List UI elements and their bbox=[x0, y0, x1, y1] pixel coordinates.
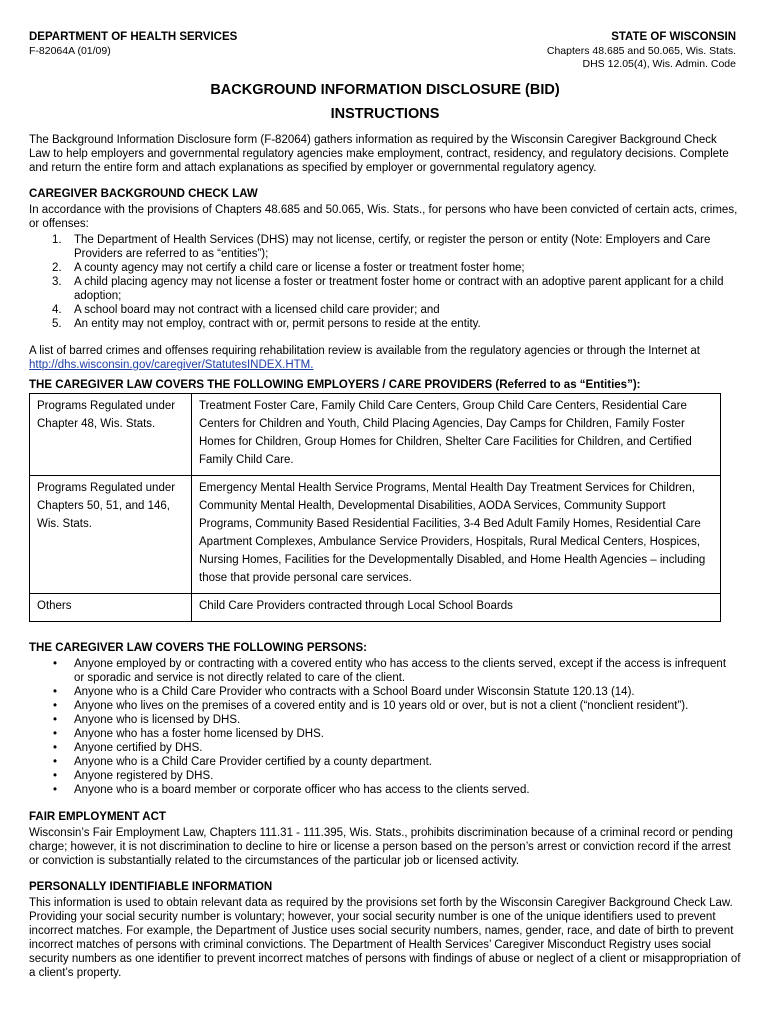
list-item: 3. A child placing agency may not license a foster or treatment foster home or contract with an adoptive parent applicant for a child adoption; bbox=[52, 276, 724, 302]
caregiver-law-lead: In accordance with the provisions of Chapters 48.685 and 50.065, Wis. Stats., for persons who have been convicted of certain acts, crimes, or offenses: bbox=[29, 204, 738, 230]
intro-paragraph: The Background Information Disclosure form (F-82064) gathers information as required by the Wisconsin Caregiver Background Check Law to help employers and governmental regulatory agencies make employment, contract, residency, and regulatory decisions. Complete and return the entire form and attach explanations as specified by employer or governmental regulatory agency. bbox=[29, 134, 729, 174]
table-row bbox=[30, 394, 721, 476]
fair-employment-heading: FAIR EMPLOYMENT ACT bbox=[29, 811, 166, 823]
list-item: 1. The Department of Health Services (DHS) may not license, certify, or register the person or entity (Note: Employers and Care Providers are referred to as “entities”); bbox=[52, 234, 711, 260]
barred-crimes-paragraph bbox=[29, 344, 741, 372]
entities-cell: Treatment Foster Care, Family Child Care Centers, Group Child Care Centers, Residential Care Centers for Children and Youth, Child Placing Agencies, Day Camps for Children, Family Foster Homes for Children, Group Homes for Children, Shelter Care Facilities for Children, and Certified Family Child Care. bbox=[192, 394, 721, 476]
bullet-icon: • bbox=[53, 700, 58, 712]
page-subtitle: INSTRUCTIONS bbox=[330, 106, 440, 122]
table-row bbox=[30, 476, 721, 594]
form-id: F-82064A (01/09) bbox=[29, 45, 111, 57]
persons-heading: THE CAREGIVER LAW COVERS THE FOLLOWING PERSONS: bbox=[29, 642, 367, 654]
list-item: • Anyone registered by DHS. bbox=[53, 770, 214, 782]
barred-crimes-text: A list of barred crimes and offenses requiring rehabilitation review is available from the regulatory agencies or through the Internet at bbox=[29, 345, 700, 357]
bullet-icon: • bbox=[53, 784, 58, 796]
department-name: DEPARTMENT OF HEALTH SERVICES bbox=[29, 31, 238, 43]
page-title: BACKGROUND INFORMATION DISCLOSURE (BID) bbox=[210, 82, 560, 98]
entities-cell: Child Care Providers contracted through Local School Boards bbox=[192, 594, 721, 622]
program-cell: Programs Regulated under Chapter 48, Wis. Stats. bbox=[30, 394, 192, 476]
statutes-ref: Chapters 48.685 and 50.065, Wis. Stats. bbox=[546, 45, 736, 57]
bullet-icon: • bbox=[53, 756, 58, 768]
pii-heading: PERSONALLY IDENTIFIABLE INFORMATION bbox=[29, 881, 273, 893]
list-item: 4. A school board may not contract with a licensed child care provider; and bbox=[52, 304, 440, 316]
entities-table bbox=[29, 393, 721, 622]
list-item: • Anyone certified by DHS. bbox=[53, 742, 203, 754]
pii-text: This information is used to obtain relevant data as required by the provisions set forth by the Wisconsin Caregiver Background Check Law. Providing your social security number is voluntary; however, your social security number is one of the unique identifiers used to prevent incorrect matches. For example, the Department of Justice uses social security numbers, names, gender, race, and date of birth to prevent incorrect matches of persons with criminal convictions. The Department of Health Services’ Caregiver Misconduct Registry uses social security numbers as one identifier to prevent incorrect matches of persons with findings of abuse or neglect of a client or misappropriation of a client’s property. bbox=[29, 897, 741, 979]
bullet-icon: • bbox=[53, 742, 58, 754]
persons-list bbox=[29, 657, 734, 797]
bullet-icon: • bbox=[53, 686, 58, 698]
list-item: • Anyone who has a foster home licensed by DHS. bbox=[53, 728, 324, 740]
bullet-icon: • bbox=[53, 728, 58, 740]
caregiver-law-list bbox=[29, 233, 734, 331]
list-item: • Anyone employed by or contracting with a covered entity who has access to the clients served, except if the access is infrequent or sporadic and service is not directly related to care of the client. bbox=[53, 658, 727, 684]
admin-code-ref: DHS 12.05(4), Wis. Admin. Code bbox=[582, 58, 736, 70]
state-name: STATE OF WISCONSIN bbox=[611, 31, 736, 43]
list-item: • Anyone who is a board member or corporate officer who has access to the clients served. bbox=[53, 784, 530, 796]
list-item: • Anyone who is licensed by DHS. bbox=[53, 714, 241, 726]
bullet-icon: • bbox=[53, 658, 58, 670]
caregiver-law-heading: CAREGIVER BACKGROUND CHECK LAW bbox=[29, 188, 258, 200]
table-row bbox=[30, 594, 721, 622]
fair-employment-text: Wisconsin’s Fair Employment Law, Chapters 111.31 - 111.395, Wis. Stats., prohibits discrimination because of a criminal record or pending charge; however, it is not discrimination to decline to hire or license a person based on the person’s arrest or conviction record if the arrest or conviction is substantially related to the circumstances of the particular job or licensed activity. bbox=[29, 827, 733, 867]
bullet-icon: • bbox=[53, 770, 58, 782]
bullet-icon: • bbox=[53, 714, 58, 726]
list-item: • Anyone who is a Child Care Provider certified by a county department. bbox=[53, 756, 432, 768]
program-cell: Others bbox=[30, 594, 192, 622]
entities-cell: Emergency Mental Health Service Programs, Mental Health Day Treatment Services for Children, Community Mental Health, Developmental Disabilities, AODA Services, Community Support Programs, Community Based Residential Facilities, 3-4 Bed Adult Family Homes, Residential Care Apartment Complexes, Ambulance Service Providers, Hospitals, Rural Medical Centers, Hospices, Nursing Homes, Facilities for the Developmentally Disabled, and Home Health Agencies – including those that provide personal care services. bbox=[192, 476, 721, 594]
list-item: 2. A county agency may not certify a child care or license a foster or treatment foster home; bbox=[52, 262, 525, 274]
statutes-index-link[interactable]: http://dhs.wisconsin.gov/caregiver/StatutesINDEX.HTM. bbox=[29, 359, 314, 371]
list-item: 5. An entity may not employ, contract with or, permit persons to reside at the entity. bbox=[52, 318, 481, 330]
list-item: • Anyone who lives on the premises of a covered entity and is 10 years old or over, but is not a client (“nonclient resident”). bbox=[53, 700, 689, 712]
list-item: • Anyone who is a Child Care Provider who contracts with a School Board under Wisconsin Statute 120.13 (14). bbox=[53, 686, 635, 698]
program-cell: Programs Regulated under Chapters 50, 51, and 146, Wis. Stats. bbox=[30, 476, 192, 594]
employers-heading: THE CAREGIVER LAW COVERS THE FOLLOWING EMPLOYERS / CARE PROVIDERS (Referred to as “Entities”): bbox=[29, 379, 641, 391]
